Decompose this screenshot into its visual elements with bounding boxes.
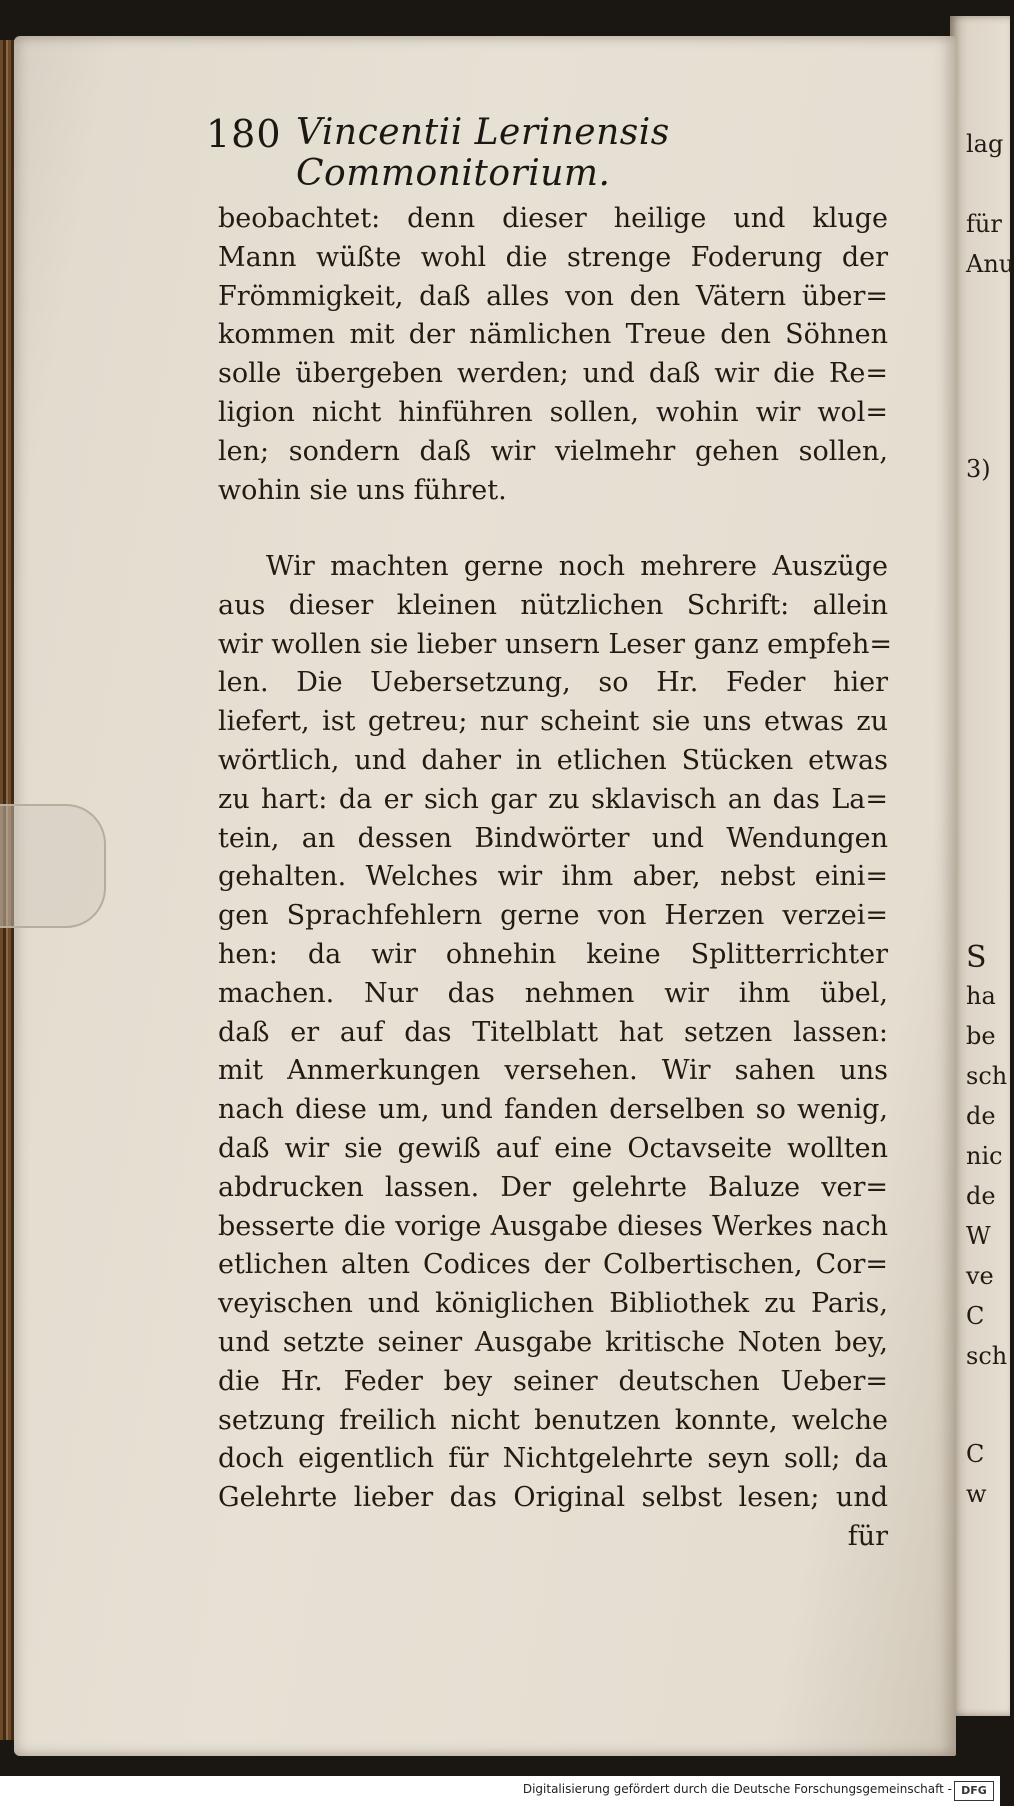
margin-fragment: w — [966, 1480, 987, 1508]
page-fold-tab — [0, 804, 106, 928]
text-line: veyischen und königlichen Bibliothek zu Paris, — [218, 1288, 888, 1320]
text-line: Wir machten gerne noch mehrere Auszüge — [266, 551, 888, 582]
text-line: abdrucken lassen. Der gelehrte Baluze ver= — [218, 1171, 888, 1203]
text-line: len; sondern daß wir vielmehr gehen sollen, — [218, 435, 888, 467]
text-line: die Hr. Feder bey seiner deutschen Ueber= — [218, 1365, 888, 1397]
text-line: machen. Nur das nehmen wir ihm übel, — [218, 977, 888, 1009]
text-line: solle übergeben werden; und daß wir die Re= — [218, 358, 888, 390]
text-line: tein, an dessen Bindwörter und Wendungen — [218, 822, 888, 854]
running-title: Vincentii Lerinensis Commonitorium. — [296, 112, 670, 194]
text-line: besserte die vorige Ausgabe dieses Werkes nach — [218, 1210, 888, 1242]
text-line: gen Sprachfehlern gerne von Herzen verzei= — [218, 900, 888, 932]
margin-fragment: de — [966, 1102, 996, 1130]
margin-fragment: für — [966, 210, 1002, 238]
text-line: daß wir sie gewiß auf eine Octavseite wollten — [218, 1132, 888, 1164]
digitization-footer — [0, 1776, 1000, 1806]
funding-credit: Digitalisierung gefördert durch die Deutsche Forschungsgemeinschaft - — [522, 1782, 952, 1796]
text-line: nach diese um, und fanden derselben so wenig, — [218, 1094, 888, 1126]
margin-fragment: S — [966, 940, 987, 975]
text-line: wörtlich, und daher in etlichen Stücken etwas — [218, 744, 888, 776]
margin-fragment: Anu — [966, 250, 1014, 278]
margin-fragment: C — [966, 1302, 985, 1330]
text-line: len. Die Uebersetzung, so Hr. Feder hier — [218, 667, 888, 699]
paragraph-2 — [218, 548, 893, 1557]
text-line: Frömmigkeit, daß alles von den Vätern über= — [218, 280, 888, 312]
text-line: mit Anmerkungen versehen. Wir sahen uns — [218, 1055, 888, 1087]
text-line: etlichen alten Codices der Colbertischen, Cor= — [218, 1249, 888, 1281]
page-number: 180 — [206, 112, 282, 156]
page-header — [206, 112, 896, 194]
margin-fragment: ve — [966, 1262, 994, 1290]
text-line: hen: da wir ohnehin keine Splitterrichter — [218, 938, 888, 970]
margin-fragment: lag — [966, 130, 1004, 158]
margin-fragment: W — [966, 1222, 991, 1250]
margin-fragment: C — [966, 1440, 985, 1468]
text-line: daß er auf das Titelblatt hat setzen lassen: — [218, 1016, 888, 1048]
dfg-logo: DFG — [954, 1781, 994, 1801]
text-line: gehalten. Welches wir ihm aber, nebst eini= — [218, 861, 888, 893]
text-line: kommen mit der nämlichen Treue den Söhnen — [218, 319, 888, 351]
text-line: ligion nicht hinführen sollen, wohin wir wol= — [218, 396, 888, 428]
margin-fragment: de — [966, 1182, 996, 1210]
text-line: doch eigentlich für Nichtgelehrte seyn soll; da — [218, 1443, 888, 1475]
margin-fragment: sch — [966, 1342, 1008, 1370]
text-line: aus dieser kleinen nützlichen Schrift: allein — [218, 589, 888, 621]
text-line: Gelehrte lieber das Original selbst lesen; und — [218, 1482, 888, 1514]
catchword: für — [847, 1520, 888, 1552]
margin-fragment: ha — [966, 982, 996, 1010]
text-line: Mann wüßte wohl die strenge Foderung der — [218, 241, 888, 273]
text-line: wohin sie uns führet. — [218, 474, 507, 506]
margin-fragment: 3) — [966, 455, 991, 483]
text-line: zu hart: da er sich gar zu sklavisch an das La= — [218, 783, 888, 815]
text-line: setzung freilich nicht benutzen konnte, welche — [218, 1404, 888, 1436]
text-line: und setzte seiner Ausgabe kritische Noten bey, — [218, 1326, 888, 1358]
text-line: liefert, ist getreu; nur scheint sie uns etwas zu — [218, 706, 888, 738]
margin-fragment: nic — [966, 1142, 1003, 1170]
margin-fragment: be — [966, 1022, 996, 1050]
text-line: beobachtet: denn dieser heilige und kluge — [218, 203, 888, 234]
paragraph-1 — [218, 200, 888, 510]
margin-fragment: sch — [966, 1062, 1008, 1090]
text-line: wir wollen sie lieber unsern Leser ganz empfeh= — [218, 628, 893, 660]
